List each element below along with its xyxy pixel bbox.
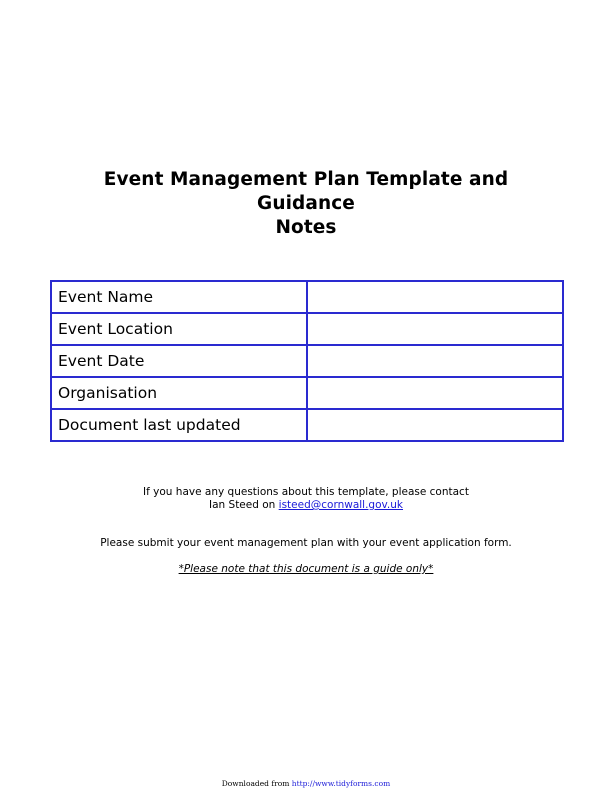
table-row xyxy=(51,377,563,409)
table-row xyxy=(51,313,563,345)
row-label-organisation: Organisation xyxy=(51,377,307,409)
title-line-2: Notes xyxy=(275,217,337,238)
event-name-field[interactable] xyxy=(307,281,563,313)
document-title xyxy=(56,168,556,240)
footer-prefix: Downloaded from xyxy=(221,779,292,788)
event-location-field[interactable] xyxy=(307,313,563,345)
document-last-updated-field[interactable] xyxy=(307,409,563,441)
organisation-field[interactable] xyxy=(307,377,563,409)
guide-note: *Please note that this document is a guide only* xyxy=(178,563,434,575)
row-label-event-name: Event Name xyxy=(51,281,307,313)
footer-download-note xyxy=(56,779,556,788)
contact-prefix: Ian Steed on xyxy=(209,499,279,511)
title-line-1: Event Management Plan Template and Guidance xyxy=(103,169,509,214)
contact-line-1: If you have any questions about this template, please contact xyxy=(143,486,469,498)
row-label-event-date: Event Date xyxy=(51,345,307,377)
table-row xyxy=(51,409,563,441)
event-date-field[interactable] xyxy=(307,345,563,377)
contact-line-2 xyxy=(56,499,556,512)
contact-note xyxy=(56,486,556,512)
row-label-event-location: Event Location xyxy=(51,313,307,345)
event-info-table xyxy=(50,280,564,442)
row-label-document-last-updated: Document last updated xyxy=(51,409,307,441)
table-row xyxy=(51,345,563,377)
submit-note: Please submit your event management plan with your event application form. xyxy=(100,537,512,549)
footer-url-link[interactable]: http://www.tidyforms.com xyxy=(291,779,391,788)
contact-email-link[interactable]: isteed@cornwall.gov.uk xyxy=(278,499,403,511)
table-row xyxy=(51,281,563,313)
